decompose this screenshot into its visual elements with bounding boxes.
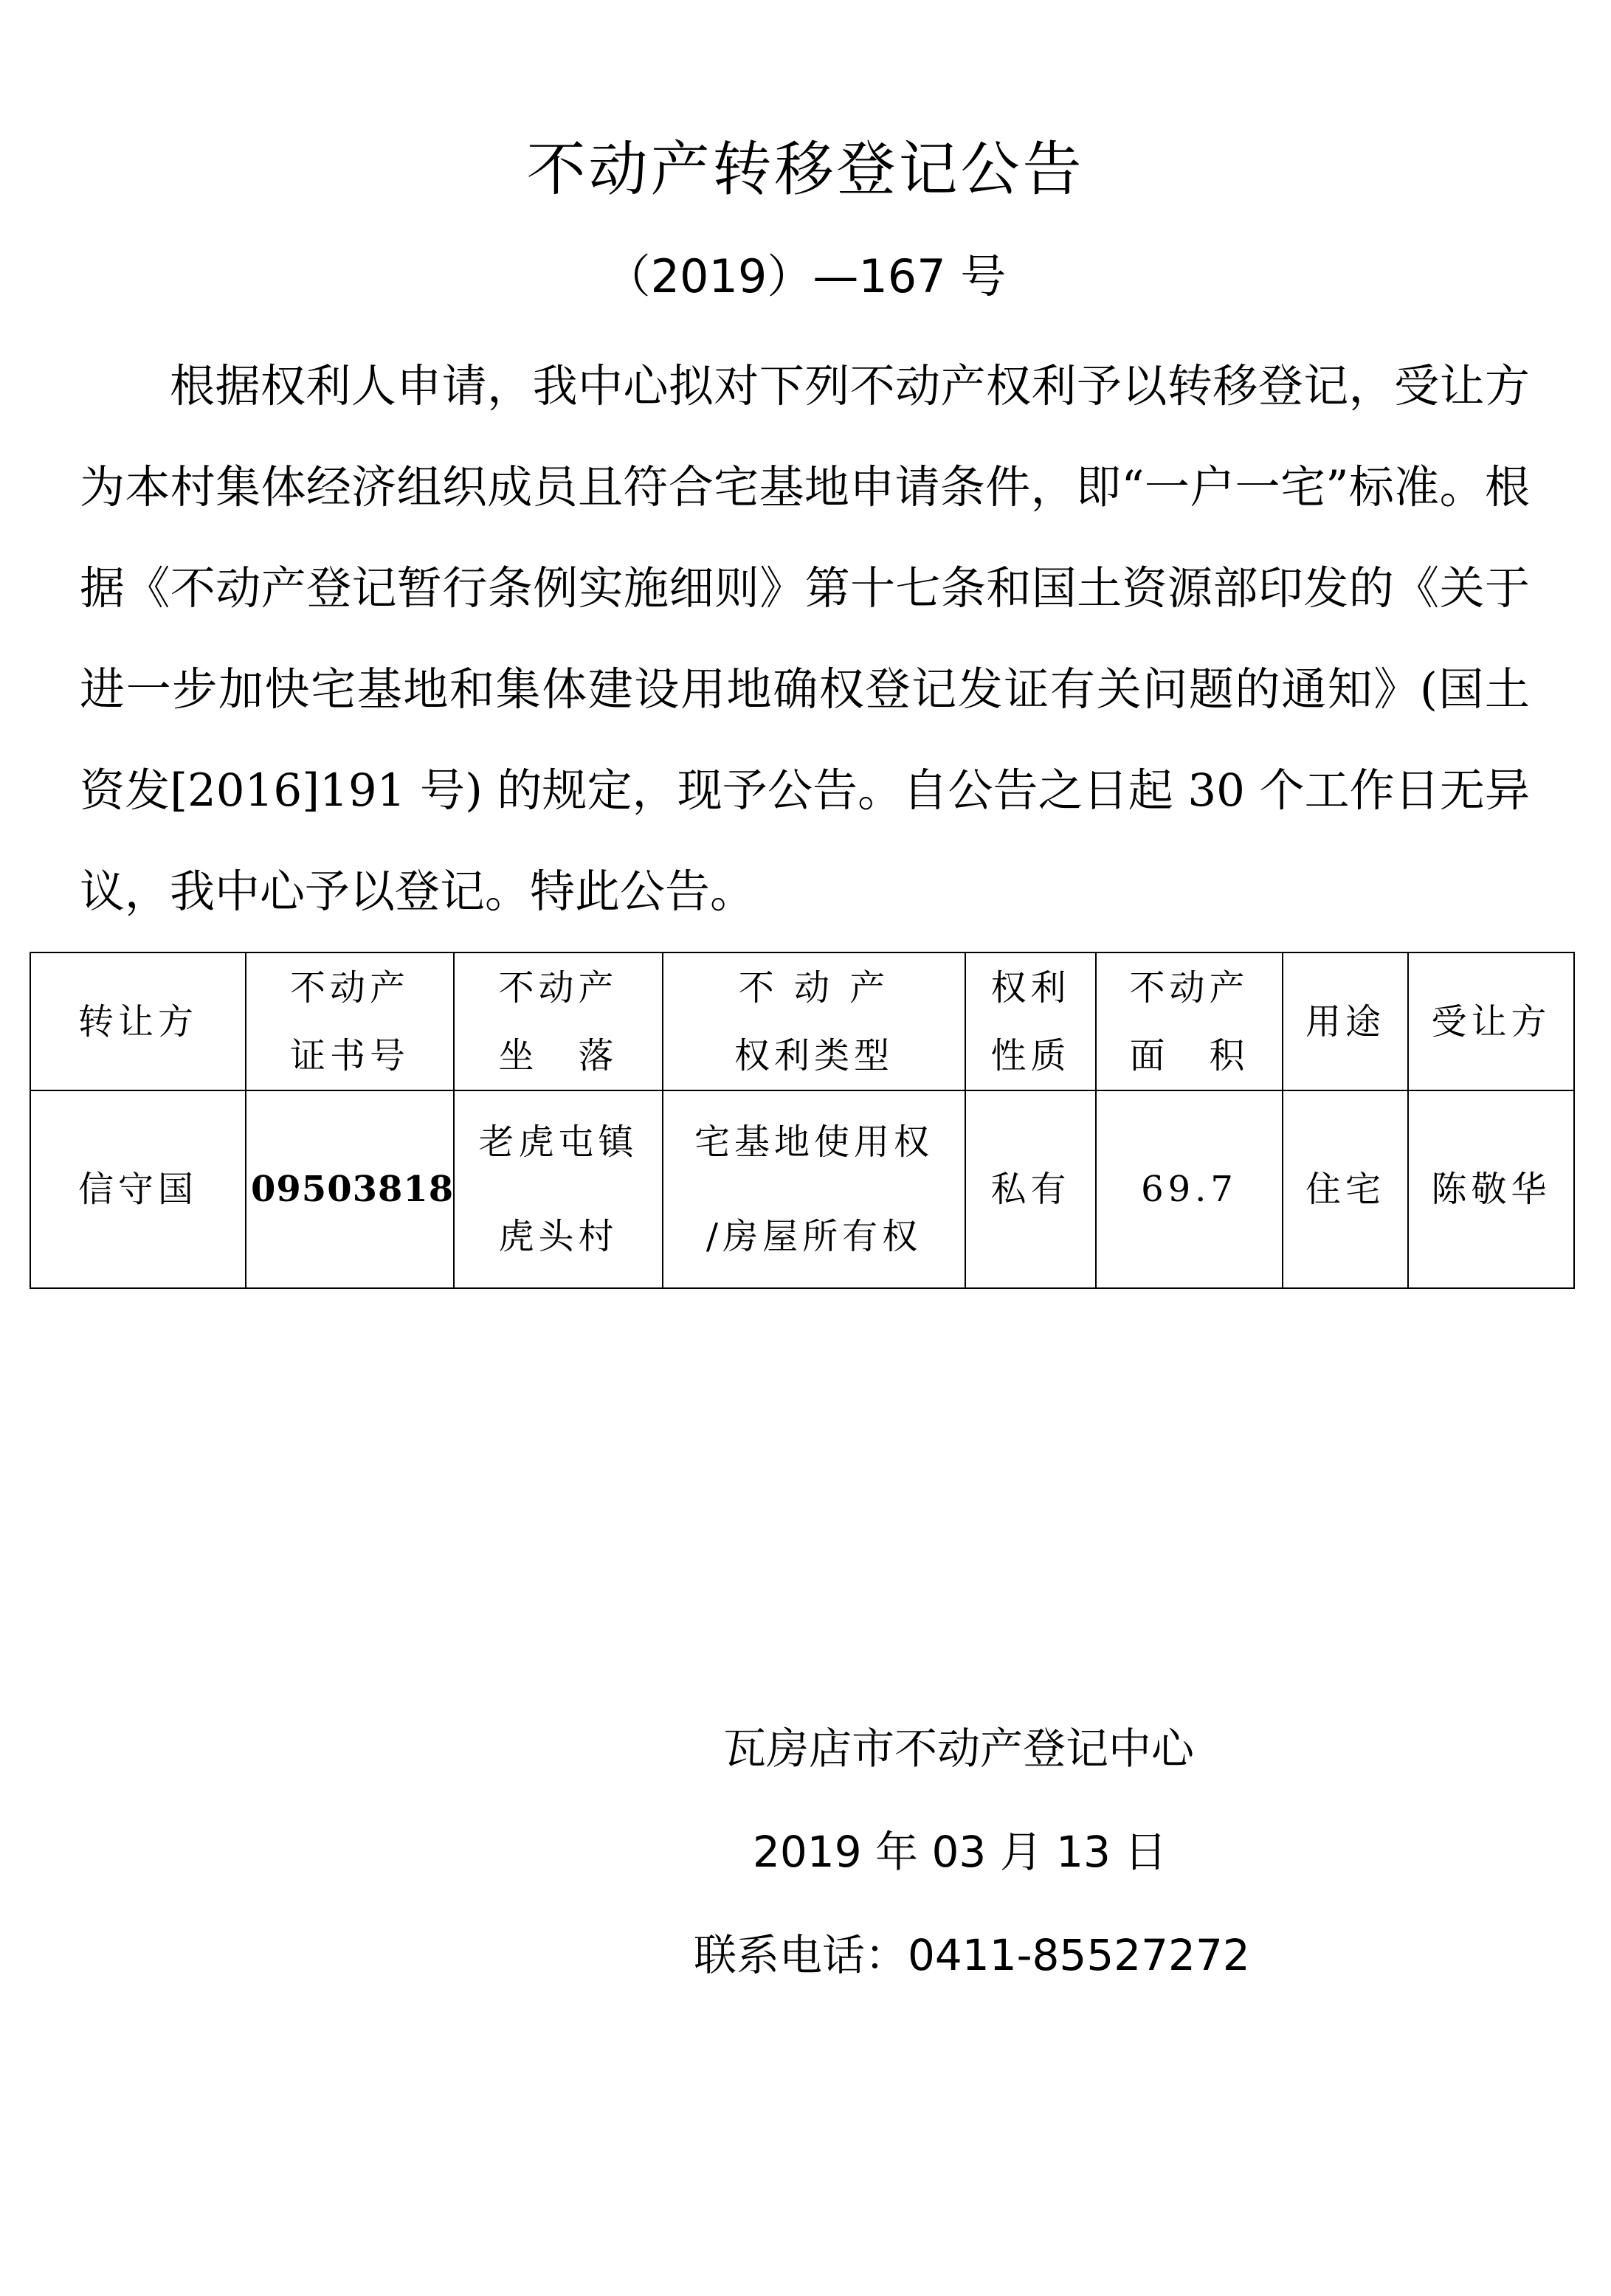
cell-usage: 住宅 [1283,1090,1408,1288]
header-area: 不动产 面 积 [1096,952,1283,1090]
header-certificate-no: 不动产 证书号 [246,952,454,1090]
cell-transferee: 陈敬华 [1408,1090,1574,1288]
cell-right-type: 宅基地使用权 /房屋所有权 [663,1090,965,1288]
property-table [30,952,1575,1289]
header-usage: 用途 [1283,952,1408,1090]
notice-footer [686,1697,1350,2007]
header-nature: 权利 性质 [965,952,1096,1090]
table-header-row [30,952,1574,1090]
table-row [30,1090,1574,1288]
cell-certificate-no: 09503818 [246,1090,454,1288]
notice-number: （2019）—167 号 [604,249,1007,303]
contact-phone: 联系电话：0411-85527272 [694,1930,1250,1980]
issuing-organization: 瓦房店市不动产登记中心 [723,1723,1195,1774]
notice-title: 不动产转移登记公告 [526,135,1085,204]
issue-date: 2019 年 03 月 13 日 [753,1827,1167,1877]
cell-nature: 私有 [965,1090,1096,1288]
header-transferor: 转让方 [30,952,246,1090]
notice-body: 根据权利人申请，我中心拟对下列不动产权利予以转移登记，受让方为本村集体经济组织成员且符合宅基地申请条件，即“一户一宅”标准。根据《不动产登记暂行条例实施细则》第十七条和国土资源部印发的《关于进一步加快宅基地和集体建设用地确权登记发证有关问题的通知》(国土资发[2016]191 号) 的规定，现予公告。自公告之日起 30 个工作日无异议，我中心予以登记。特此公告。 [80,360,1530,918]
header-transferee: 受让方 [1408,952,1574,1090]
cell-transferor: 信守国 [30,1090,246,1288]
header-location: 不动产 坐 落 [454,952,663,1090]
header-right-type: 不 动 产 权利类型 [663,952,965,1090]
cell-area: 69.7 [1096,1090,1283,1288]
cell-location: 老虎屯镇 虎头村 [454,1090,663,1288]
